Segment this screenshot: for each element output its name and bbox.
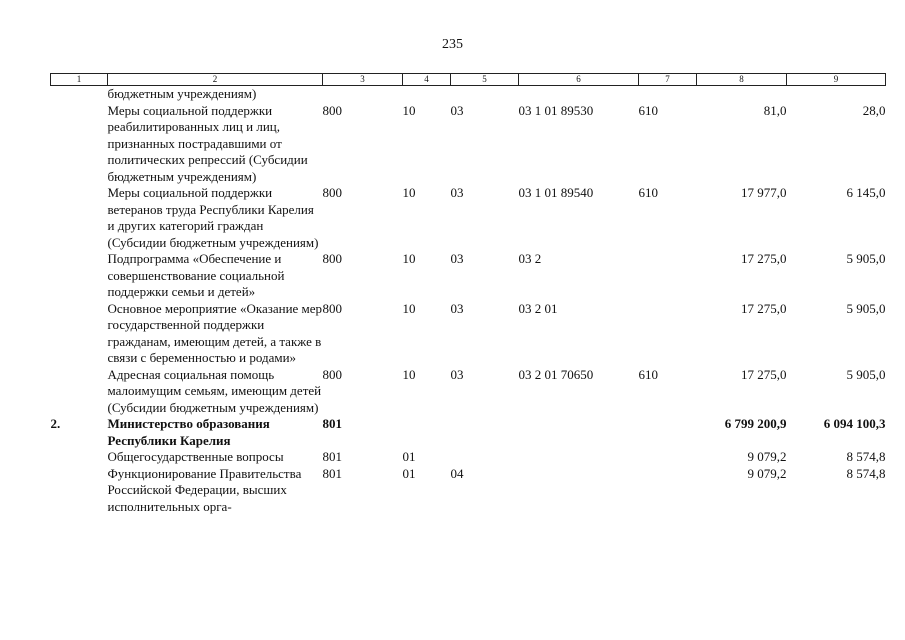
subsection-code xyxy=(451,449,519,466)
ministry-code: 801 xyxy=(322,416,342,431)
amount-year-2: 8 574,8 xyxy=(846,449,886,464)
column-header: 9 xyxy=(787,74,886,86)
row-number: 2. xyxy=(50,416,61,431)
expense-type-code: 610 xyxy=(638,366,658,382)
table-header-row xyxy=(51,74,886,86)
ministry-code: 800 xyxy=(322,251,342,266)
target-article-code: 03 1 01 89540 xyxy=(518,185,594,200)
row-number xyxy=(51,251,108,301)
amount-year-1: 9 079,2 xyxy=(747,465,787,481)
subsection-code xyxy=(451,86,519,103)
amount-year-2: 6 145,0 xyxy=(846,185,886,200)
table-body xyxy=(51,86,886,516)
table-row xyxy=(51,86,886,103)
ministry-code: 800 xyxy=(322,102,342,118)
amount-year-1: 17 977,0 xyxy=(741,185,787,200)
row-number xyxy=(51,367,108,417)
column-header: 1 xyxy=(51,74,108,86)
row-number xyxy=(51,466,108,516)
row-number xyxy=(51,301,108,367)
table-row xyxy=(51,367,886,417)
row-number xyxy=(51,86,108,103)
target-article-code xyxy=(519,466,639,516)
row-name: Подпрограмма «Обеспечение и совершенствование социальной поддержки семьи и детей» xyxy=(107,251,285,299)
row-name: Основное мероприятие «Оказание мер государственной поддержки гражданам, имеющим детей, а также в связи с беременностью и родами» xyxy=(107,300,323,365)
ministry-code: 801 xyxy=(322,449,342,464)
amount-year-2: 5 905,0 xyxy=(846,366,886,382)
amount-year-2: 6 094 100,3 xyxy=(823,416,886,431)
section-code: 01 xyxy=(402,465,416,481)
section-code: 10 xyxy=(402,251,416,266)
amount-year-1: 81,0 xyxy=(763,102,787,118)
subsection-code: 03 xyxy=(450,300,464,316)
row-name: Функционирование Правительства Российской Федерации, высших исполнительных орга- xyxy=(107,465,302,514)
section-code: 01 xyxy=(402,449,416,464)
row-number xyxy=(51,103,108,186)
target-article-code: 03 2 xyxy=(518,251,542,266)
row-name: Общегосударственные вопросы xyxy=(107,449,284,464)
column-header: 8 xyxy=(697,74,787,86)
row-name: Меры социальной поддержки реабилитированных лиц и лиц, признанных пострадавшими от политических репрессий (Субсидии бюджетным учреждениям) xyxy=(107,102,308,184)
amount-year-2 xyxy=(787,86,886,103)
section-code xyxy=(403,416,451,449)
amount-year-1: 17 275,0 xyxy=(741,366,787,382)
column-header: 7 xyxy=(639,74,697,86)
table-row xyxy=(51,301,886,367)
target-article-code: 03 1 01 89530 xyxy=(518,102,594,118)
row-number xyxy=(51,449,108,466)
table-row xyxy=(51,449,886,466)
amount-year-1: 17 275,0 xyxy=(741,251,787,266)
subsection-code xyxy=(451,416,519,449)
expense-type-code xyxy=(639,301,697,367)
column-header: 4 xyxy=(403,74,451,86)
section-code: 10 xyxy=(402,300,416,316)
amount-year-2: 28,0 xyxy=(862,102,886,118)
expense-type-code: 610 xyxy=(638,102,658,118)
row-name: Министерство образования Республики Карелия xyxy=(107,416,270,448)
row-name: Адресная социальная помощь малоимущим семьям, имеющим детей (Субсидии бюджетным учреждениям) xyxy=(107,366,322,415)
amount-year-2: 5 905,0 xyxy=(846,251,886,266)
subsection-code: 03 xyxy=(450,185,464,200)
amount-year-2: 5 905,0 xyxy=(846,300,886,316)
expense-type-code xyxy=(639,449,697,466)
table-row xyxy=(51,416,886,449)
section-code: 10 xyxy=(402,185,416,200)
table-row xyxy=(51,185,886,251)
amount-year-1 xyxy=(697,86,787,103)
ministry-code xyxy=(323,86,403,103)
target-article-code: 03 2 01 xyxy=(518,300,558,316)
subsection-code: 04 xyxy=(450,465,464,481)
target-article-code xyxy=(519,449,639,466)
subsection-code: 03 xyxy=(450,366,464,382)
page-number: 235 xyxy=(442,37,463,52)
expense-type-code: 610 xyxy=(638,185,658,200)
subsection-code: 03 xyxy=(450,102,464,118)
column-header: 3 xyxy=(323,74,403,86)
row-name: Меры социальной поддержки ветеранов труда Республики Карелия и других категорий граждан (Субсидии бюджетным учреждениям) xyxy=(107,185,319,250)
ministry-code: 800 xyxy=(322,366,342,382)
expense-type-code xyxy=(639,86,697,103)
ministry-code: 800 xyxy=(322,185,342,200)
target-article-code xyxy=(519,416,639,449)
expense-type-code xyxy=(639,416,697,449)
row-name: бюджетным учреждениям) xyxy=(107,86,257,101)
section-code: 10 xyxy=(402,366,416,382)
ministry-code: 801 xyxy=(322,465,342,481)
amount-year-1: 17 275,0 xyxy=(741,300,787,316)
table-row xyxy=(51,466,886,516)
amount-year-1: 9 079,2 xyxy=(747,449,787,464)
column-header: 5 xyxy=(451,74,519,86)
table-row xyxy=(51,103,886,186)
subsection-code: 03 xyxy=(450,251,464,266)
target-article-code xyxy=(519,86,639,103)
table-row xyxy=(51,251,886,301)
budget-table xyxy=(50,73,886,515)
section-code: 10 xyxy=(402,102,416,118)
target-article-code: 03 2 01 70650 xyxy=(518,366,594,382)
ministry-code: 800 xyxy=(322,300,342,316)
column-header: 2 xyxy=(108,74,323,86)
amount-year-2: 8 574,8 xyxy=(846,465,886,481)
row-number xyxy=(51,185,108,251)
amount-year-1: 6 799 200,9 xyxy=(724,416,787,431)
expense-type-code xyxy=(639,251,697,301)
expense-type-code xyxy=(639,466,697,516)
column-header: 6 xyxy=(519,74,639,86)
section-code xyxy=(403,86,451,103)
